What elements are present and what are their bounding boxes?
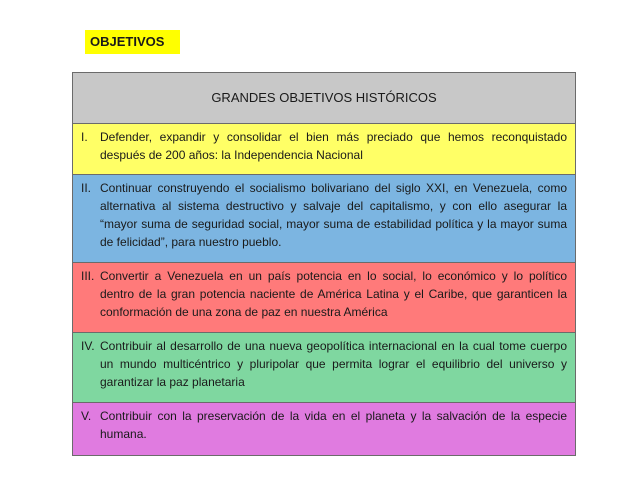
objective-number: II. xyxy=(81,181,92,195)
table-header: GRANDES OBJETIVOS HISTÓRICOS xyxy=(73,73,576,124)
objective-text: Contribuir con la preservación de la vida en el planeta y la salvación de la especie humana. xyxy=(100,409,567,441)
objective-text: Continuar construyendo el socialismo bolivariano del siglo XXI, en Venezuela, como alternativa al sistema destructivo y salvaje del capitalismo, y con ello asegurar la “mayor suma de seguridad social, mayor suma de estabilidad política y la mayor suma de felicidad”, para nuestro pueblo. xyxy=(100,181,567,249)
objective-row-2 xyxy=(73,175,576,263)
objective-number: III. xyxy=(81,269,95,283)
objective-number: I. xyxy=(81,130,88,144)
objective-text: Contribuir al desarrollo de una nueva geopolítica internacional en la cual tome cuerpo un mundo multicéntrico y pluripolar que permita lograr el equilibrio del universo y garantizar la paz planetaria xyxy=(100,339,567,389)
objectives-table xyxy=(72,72,576,456)
objective-row-3 xyxy=(73,263,576,333)
objective-number: V. xyxy=(81,409,92,423)
objective-row-5 xyxy=(73,403,576,456)
objective-row-1 xyxy=(73,124,576,175)
objective-number: IV. xyxy=(81,339,95,353)
objetivos-label: OBJETIVOS xyxy=(85,30,180,54)
objective-text: Convertir a Venezuela en un país potencia en lo social, lo económico y lo político dentro de la gran potencia naciente de América Latina y el Caribe, que garanticen la conformación de una zona de paz en nuestra América xyxy=(100,269,567,319)
objective-text: Defender, expandir y consolidar el bien más preciado que hemos reconquistado después de 200 años: la Independencia Nacional xyxy=(100,130,567,162)
objective-row-4 xyxy=(73,333,576,403)
